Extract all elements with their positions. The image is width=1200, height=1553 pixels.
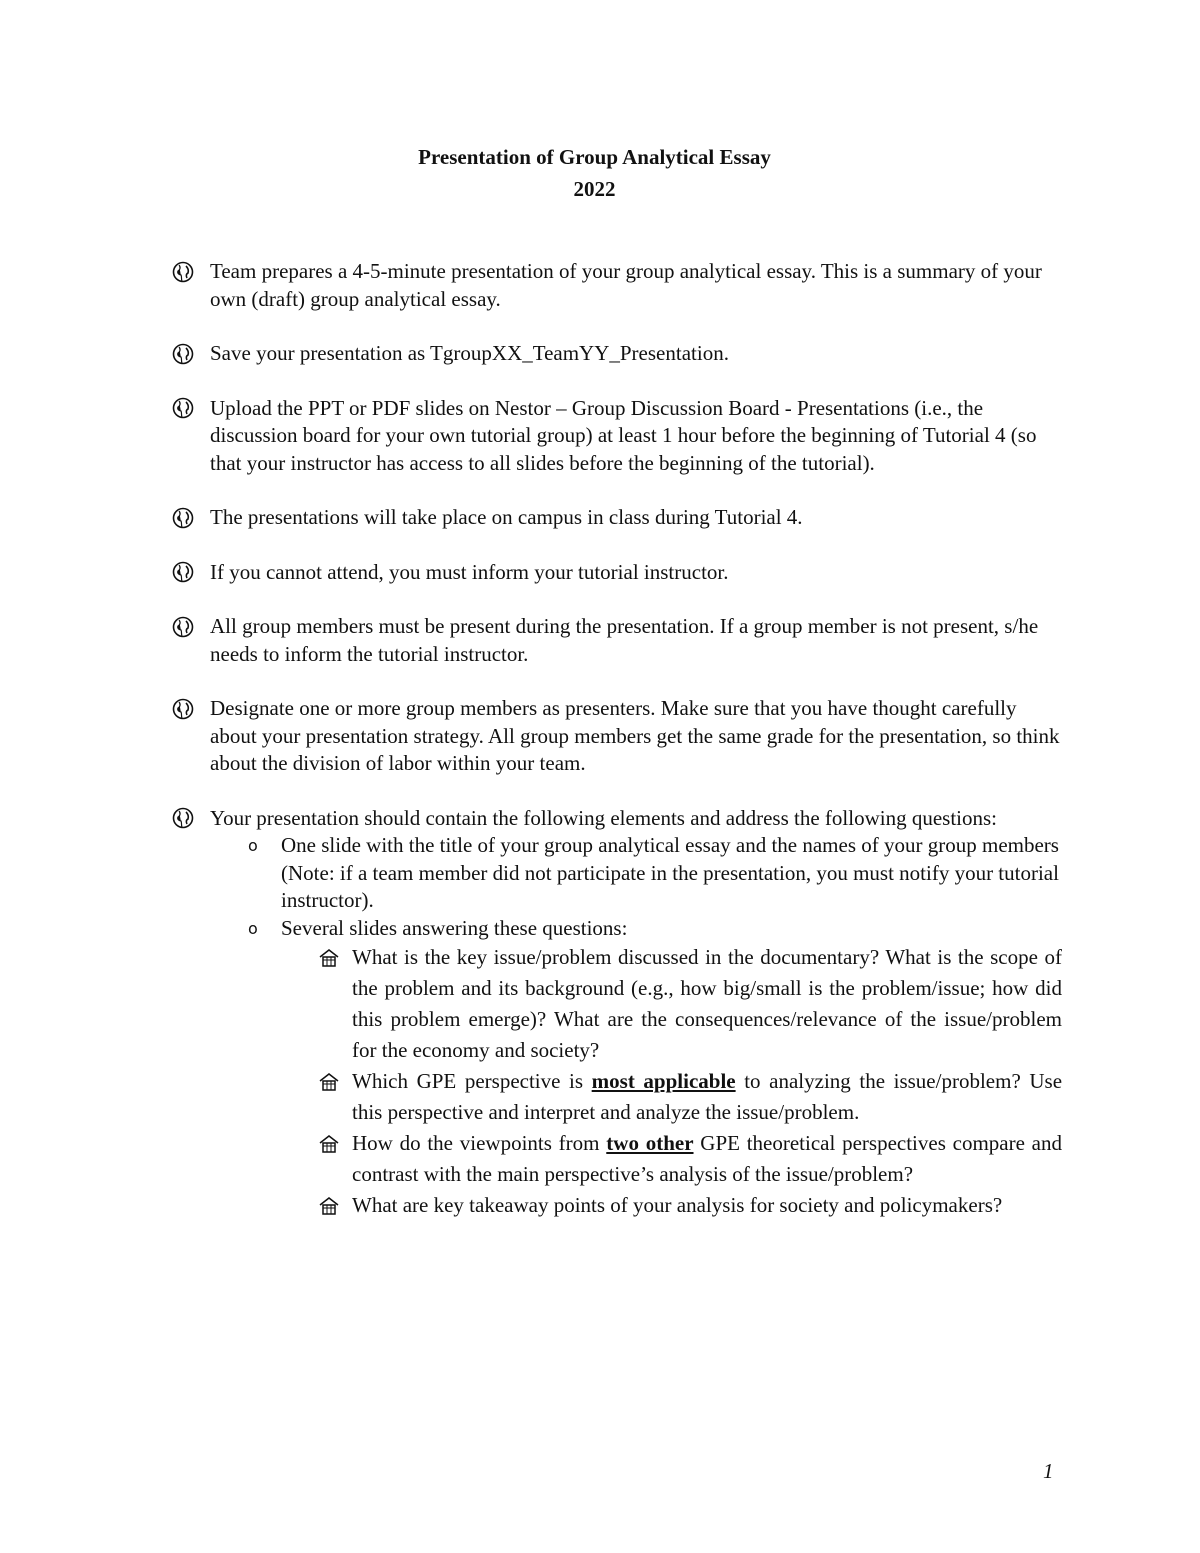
sub-bullet-marker: o (248, 918, 258, 938)
question-item (319, 1190, 1062, 1221)
bullet-text: Your presentation should contain the following elements and address the following questions: (210, 805, 997, 830)
question-text-post: to analyzing the issue/problem? Use this perspective and interpret and analyze the issue/problem. (352, 1069, 1063, 1124)
bullet-text: Upload the PPT or PDF slides on Nestor – Group Discussion Board - Presentations (i.e., the discussion board for your own tutorial group) at least 1 hour before the beginning of Tutorial 4 (so that your instructor has access to all slides before the beginning of the tutorial). (210, 395, 1037, 475)
globe-icon (172, 559, 210, 586)
question-text-pre: Which GPE perspective is (352, 1069, 584, 1093)
bullet-item (172, 395, 1062, 478)
question-text-pre: How do the viewpoints from (352, 1131, 600, 1155)
sub-list (210, 832, 1062, 1221)
question-item (319, 942, 1062, 1066)
emphasis-text: two other (606, 1131, 694, 1155)
document-title: Presentation of Group Analytical Essay (418, 145, 771, 169)
sub-item-text: Several slides answering these questions: (281, 915, 628, 940)
globe-icon (172, 504, 210, 531)
globe-icon (172, 613, 210, 640)
bullet-item (172, 559, 1062, 587)
globe-icon (172, 695, 210, 722)
emphasis-text: most applicable (591, 1069, 736, 1093)
bullet-text: Designate one or more group members as presenters. Make sure that you have thought carefully about your presentation strategy. All group members get the same grade for the presentation, so think about the division of labor within your team. (210, 696, 1060, 775)
sub-bullet-marker: o (248, 836, 258, 855)
question-text-post: GPE theoretical perspectives compare and contrast with the main perspective’s analysis of the issue/problem? (352, 1131, 1063, 1186)
house-icon (319, 1190, 352, 1221)
sub-item (248, 915, 1062, 1222)
house-icon (319, 1066, 352, 1097)
bullet-item (172, 340, 1062, 368)
bullet-list (172, 258, 1062, 1248)
bullet-item (172, 805, 1062, 1222)
sub-item-text: One slide with the title of your group analytical essay and the names of your group members (Note: if a team member did not participate in the presentation, you must notify your tutorial instructor). (281, 833, 1059, 912)
sub-item (248, 832, 1062, 915)
bullet-text: Team prepares a 4-5-minute presentation of your group analytical essay. This is a summary of your own (draft) group analytical essay. (210, 259, 1042, 311)
page-number: 1 (1043, 1459, 1054, 1483)
document-year: 2022 (573, 177, 616, 201)
question-text (352, 1128, 1062, 1190)
question-text (352, 1066, 1062, 1128)
bullet-item (172, 258, 1062, 313)
globe-icon (172, 395, 210, 422)
question-item (319, 1128, 1062, 1190)
globe-icon (172, 340, 210, 367)
sub-item-content (281, 915, 1062, 1222)
question-list (281, 942, 1062, 1221)
bullet-item (172, 613, 1062, 668)
bullet-content (210, 805, 1062, 1222)
bullet-item (172, 695, 1062, 778)
question-text: What are key takeaway points of your analysis for society and policymakers? (352, 1193, 1003, 1217)
question-item (319, 1066, 1062, 1128)
globe-icon (172, 258, 210, 285)
bullet-text: If you cannot attend, you must inform your tutorial instructor. (210, 559, 729, 584)
question-text: What is the key issue/problem discussed in the documentary? What is the scope of the problem and its background (e.g., how big/small is the problem/issue; how did this problem emerge)? What are the consequences/relevance of the issue/problem for the economy and society? (352, 945, 1062, 1062)
globe-icon (172, 805, 210, 832)
bullet-item (172, 504, 1062, 532)
house-icon (319, 1128, 352, 1159)
bullet-text: The presentations will take place on campus in class during Tutorial 4. (210, 505, 803, 529)
house-icon (319, 942, 352, 973)
bullet-text: Save your presentation as TgroupXX_TeamYY_Presentation. (210, 341, 729, 365)
bullet-text: All group members must be present during the presentation. If a group member is not present, s/he needs to inform the tutorial instructor. (210, 614, 1039, 666)
